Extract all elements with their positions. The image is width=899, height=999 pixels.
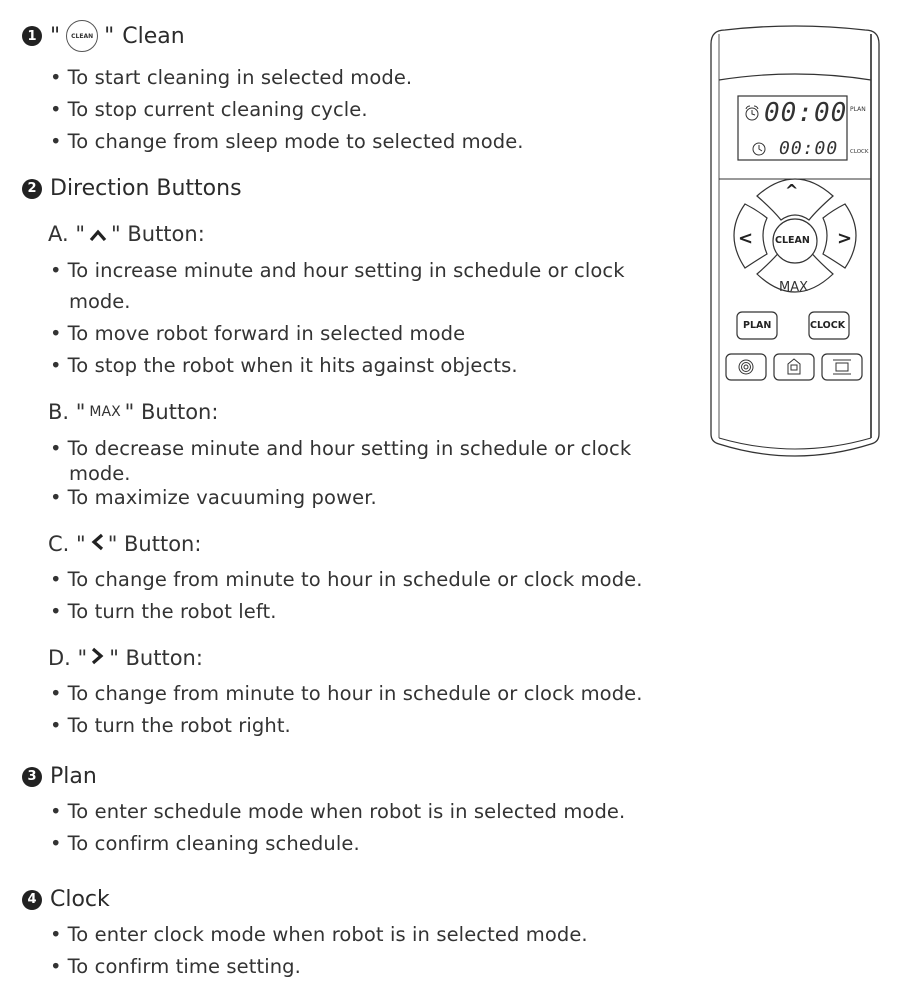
section-title: Clean: [122, 23, 185, 49]
section-title: Plan: [50, 764, 97, 789]
lcd-plan-label: PLAN: [850, 106, 866, 113]
bullet: • To increase minute and hour setting in schedule or clock: [50, 259, 625, 282]
chevron-right-icon: [91, 646, 105, 670]
remote-left-button: <: [738, 228, 754, 249]
home-dock-icon: [774, 354, 814, 380]
bullet: • To confirm time setting.: [50, 955, 301, 978]
section-direction-heading: [22, 176, 242, 201]
bullet: • To stop the robot when it hits against objects.: [50, 354, 518, 377]
remote-max-button: MAX: [779, 280, 809, 295]
bullet-continuation: mode.: [69, 290, 131, 313]
number-badge: 3: [22, 767, 42, 787]
remote-up-button: ^: [785, 181, 799, 200]
lcd-clock-time: 00:00: [779, 138, 839, 159]
bullet: • To change from minute to hour in schedule or clock mode.: [50, 568, 643, 591]
bullet: • To enter schedule mode when robot is in selected mode.: [50, 800, 625, 823]
remote-clean-button: CLEAN: [775, 235, 810, 246]
lcd-plan-time: 00:00: [764, 98, 848, 128]
number-badge: 4: [22, 890, 42, 910]
section-clock-heading: [22, 887, 110, 912]
bullet: • To turn the robot right.: [50, 714, 291, 737]
edge-clean-icon: [822, 354, 862, 380]
number-badge: 1: [22, 26, 42, 46]
section-title: Clock: [50, 887, 110, 912]
clean-button-icon: CLEAN: [66, 20, 98, 52]
chevron-up-icon: [89, 222, 107, 246]
subheading-max-button: B. " MAX " Button:: [48, 400, 219, 424]
section-plan-heading: [22, 764, 97, 789]
bullet: • To enter clock mode when robot is in selected mode.: [50, 923, 588, 946]
subheading-up-button: A. " " Button:: [48, 222, 205, 246]
bullet: • To move robot forward in selected mode: [50, 322, 465, 345]
chevron-left-icon: [90, 532, 104, 556]
number-badge: 2: [22, 179, 42, 199]
section-clean-heading: 1 " CLEAN " Clean: [22, 20, 185, 52]
bullet: • To turn the robot left.: [50, 600, 277, 623]
section-title: Direction Buttons: [50, 176, 242, 201]
remote-clock-button: CLOCK: [810, 320, 846, 331]
remote-right-button: >: [837, 228, 853, 249]
max-label: MAX: [89, 404, 121, 420]
bullet-continuation: mode.: [69, 462, 131, 485]
subheading-right-button: D. " " Button:: [48, 646, 203, 670]
subheading-left-button: C. " " Button:: [48, 532, 202, 556]
bullet: • To start cleaning in selected mode.: [50, 66, 412, 89]
bullet: • To decrease minute and hour setting in schedule or clock: [50, 437, 631, 460]
bullet: • To change from minute to hour in schedule or clock mode.: [50, 682, 643, 705]
spiral-icon: [726, 354, 766, 380]
lcd-clock-label: CLOCK: [850, 149, 869, 155]
remote-control-illustration: [705, 24, 885, 464]
bullet: • To stop current cleaning cycle.: [50, 98, 368, 121]
bullet: • To maximize vacuuming power.: [50, 486, 377, 509]
bullet: • To confirm cleaning schedule.: [50, 832, 360, 855]
remote-plan-button: PLAN: [743, 320, 772, 331]
bullet: • To change from sleep mode to selected mode.: [50, 130, 524, 153]
